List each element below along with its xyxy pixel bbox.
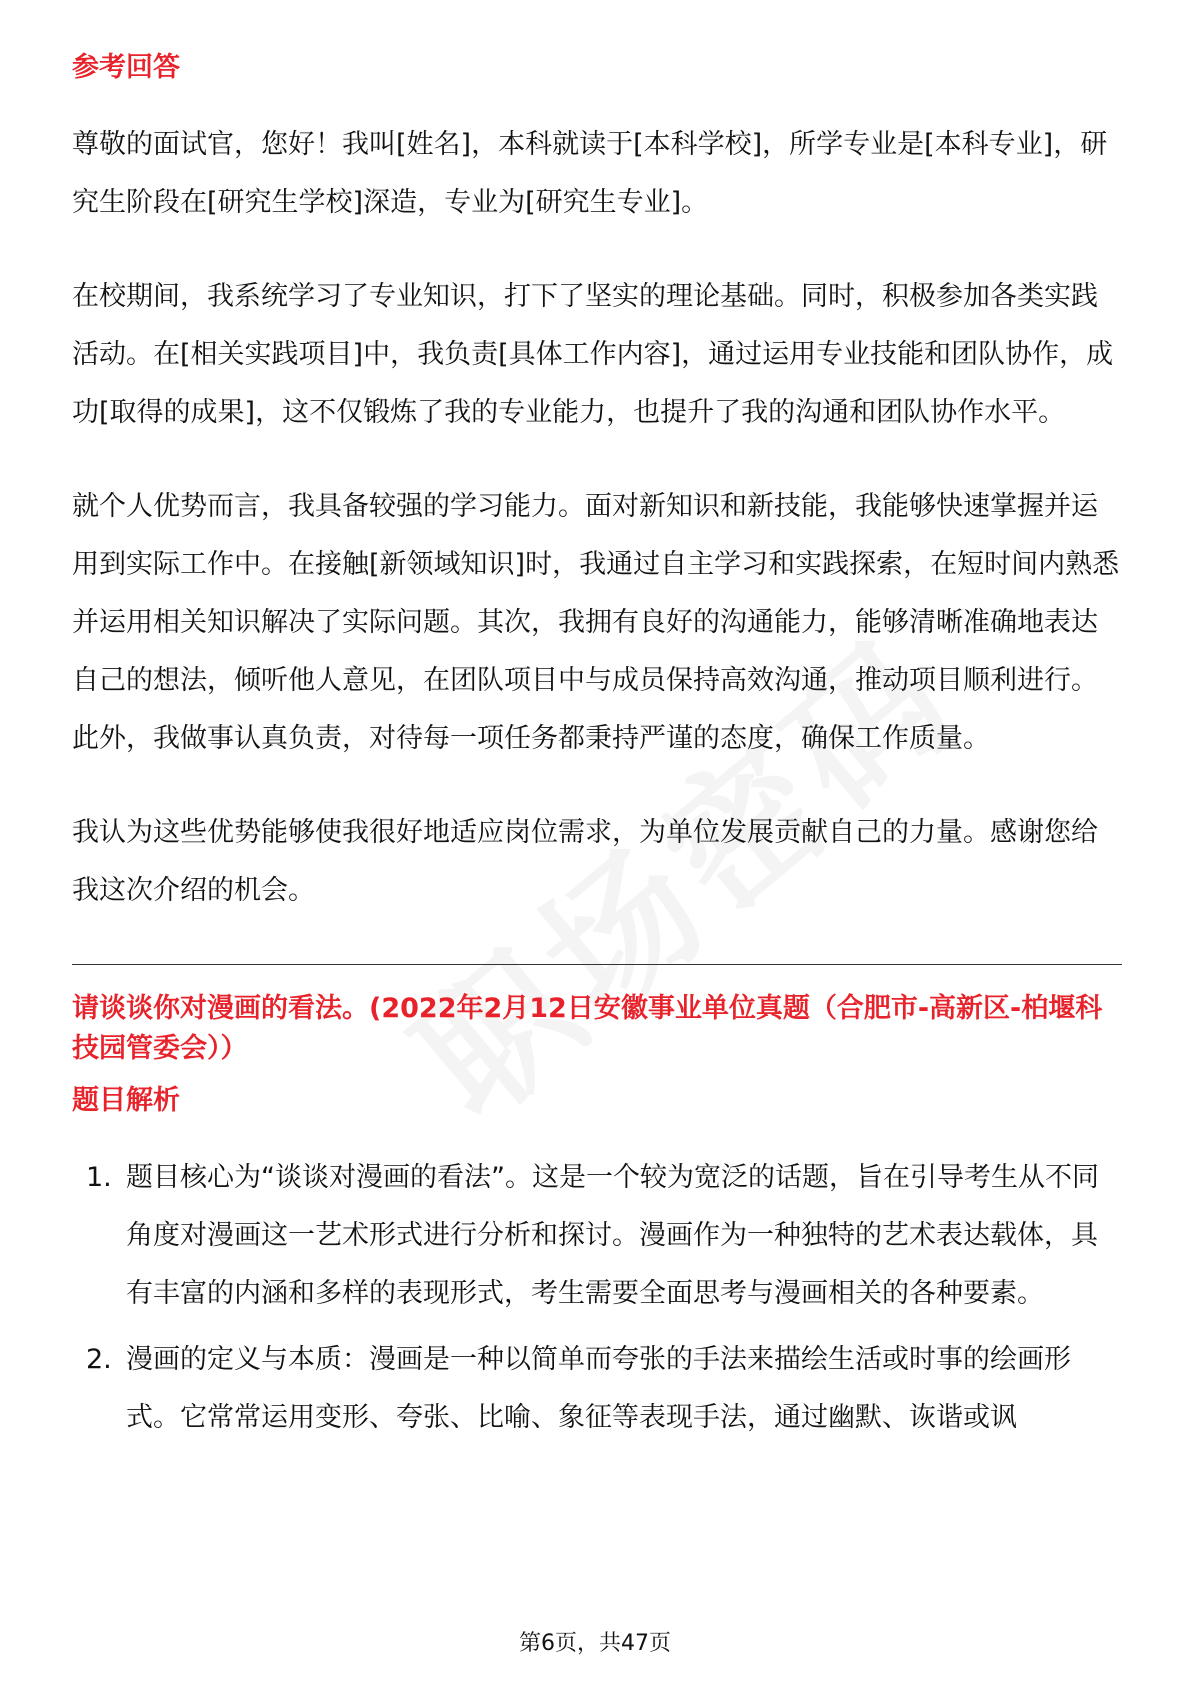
list-item-text: 题目核心为“谈谈对漫画的看法”。这是一个较为宽泛的话题，旨在引导考生从不同角度对漫画这一艺术形式进行分析和探讨。漫画作为一种独特的艺术表达载体，具有丰富的内涵和多样的表现形式，考生需要全面思考与漫画相关的各种要素。 [126, 1162, 1099, 1309]
answer-paragraph-4: 我认为这些优势能够使我很好地适应岗位需求，为单位发展贡献自己的力量。感谢您给我这次介绍的机会。 [72, 817, 1098, 906]
question-title: 请谈谈你对漫画的看法。(2022年2月12日安徽事业单位真题（合肥市-高新区-柏堰科技园管委会）） [72, 993, 1103, 1064]
analysis-list [72, 1149, 1122, 1447]
list-item-number: 2. [86, 1344, 112, 1375]
page-content [72, 48, 1122, 1447]
reference-answer-heading: 参考回答 [72, 52, 180, 83]
answer-paragraph-3: 就个人优势而言，我具备较强的学习能力。面对新知识和新技能，我能够快速掌握并运用到实际工作中。在接触[新领域知识]时，我通过自主学习和实践探索，在短时间内熟悉并运用相关知识解决了实际问题。其次，我拥有良好的沟通能力，能够清晰准确地表达自己的想法，倾听他人意见，在团队项目中与成员保持高效沟通，推动项目顺利进行。此外，我做事认真负责，对待每一项任务都秉持严谨的态度，确保工作质量。 [72, 491, 1120, 754]
answer-paragraph-2: 在校期间，我系统学习了专业知识，打下了坚实的理论基础。同时，积极参加各类实践活动。在[相关实践项目]中，我负责[具体工作内容]，通过运用专业技能和团队协作，成功[取得的成果]，这不仅锻炼了我的专业能力，也提升了我的沟通和团队协作水平。 [72, 281, 1114, 428]
list-item-text: 漫画的定义与本质：漫画是一种以简单而夸张的手法来描绘生活或时事的绘画形式。它常常运用变形、夸张、比喻、象征等表现手法，通过幽默、诙谐或讽 [126, 1344, 1071, 1433]
analysis-heading: 题目解析 [72, 1085, 180, 1116]
section-divider [72, 964, 1122, 965]
answer-paragraph-1: 尊敬的面试官，您好！我叫[姓名]，本科就读于[本科学校]，所学专业是[本科专业]，研究生阶段在[研究生学校]深造，专业为[研究生专业]。 [72, 129, 1108, 218]
list-item-number: 1. [86, 1162, 112, 1193]
page-number-footer: 第6页，共47页 [519, 1631, 671, 1656]
list-item [72, 1331, 1122, 1447]
list-item [72, 1149, 1122, 1323]
